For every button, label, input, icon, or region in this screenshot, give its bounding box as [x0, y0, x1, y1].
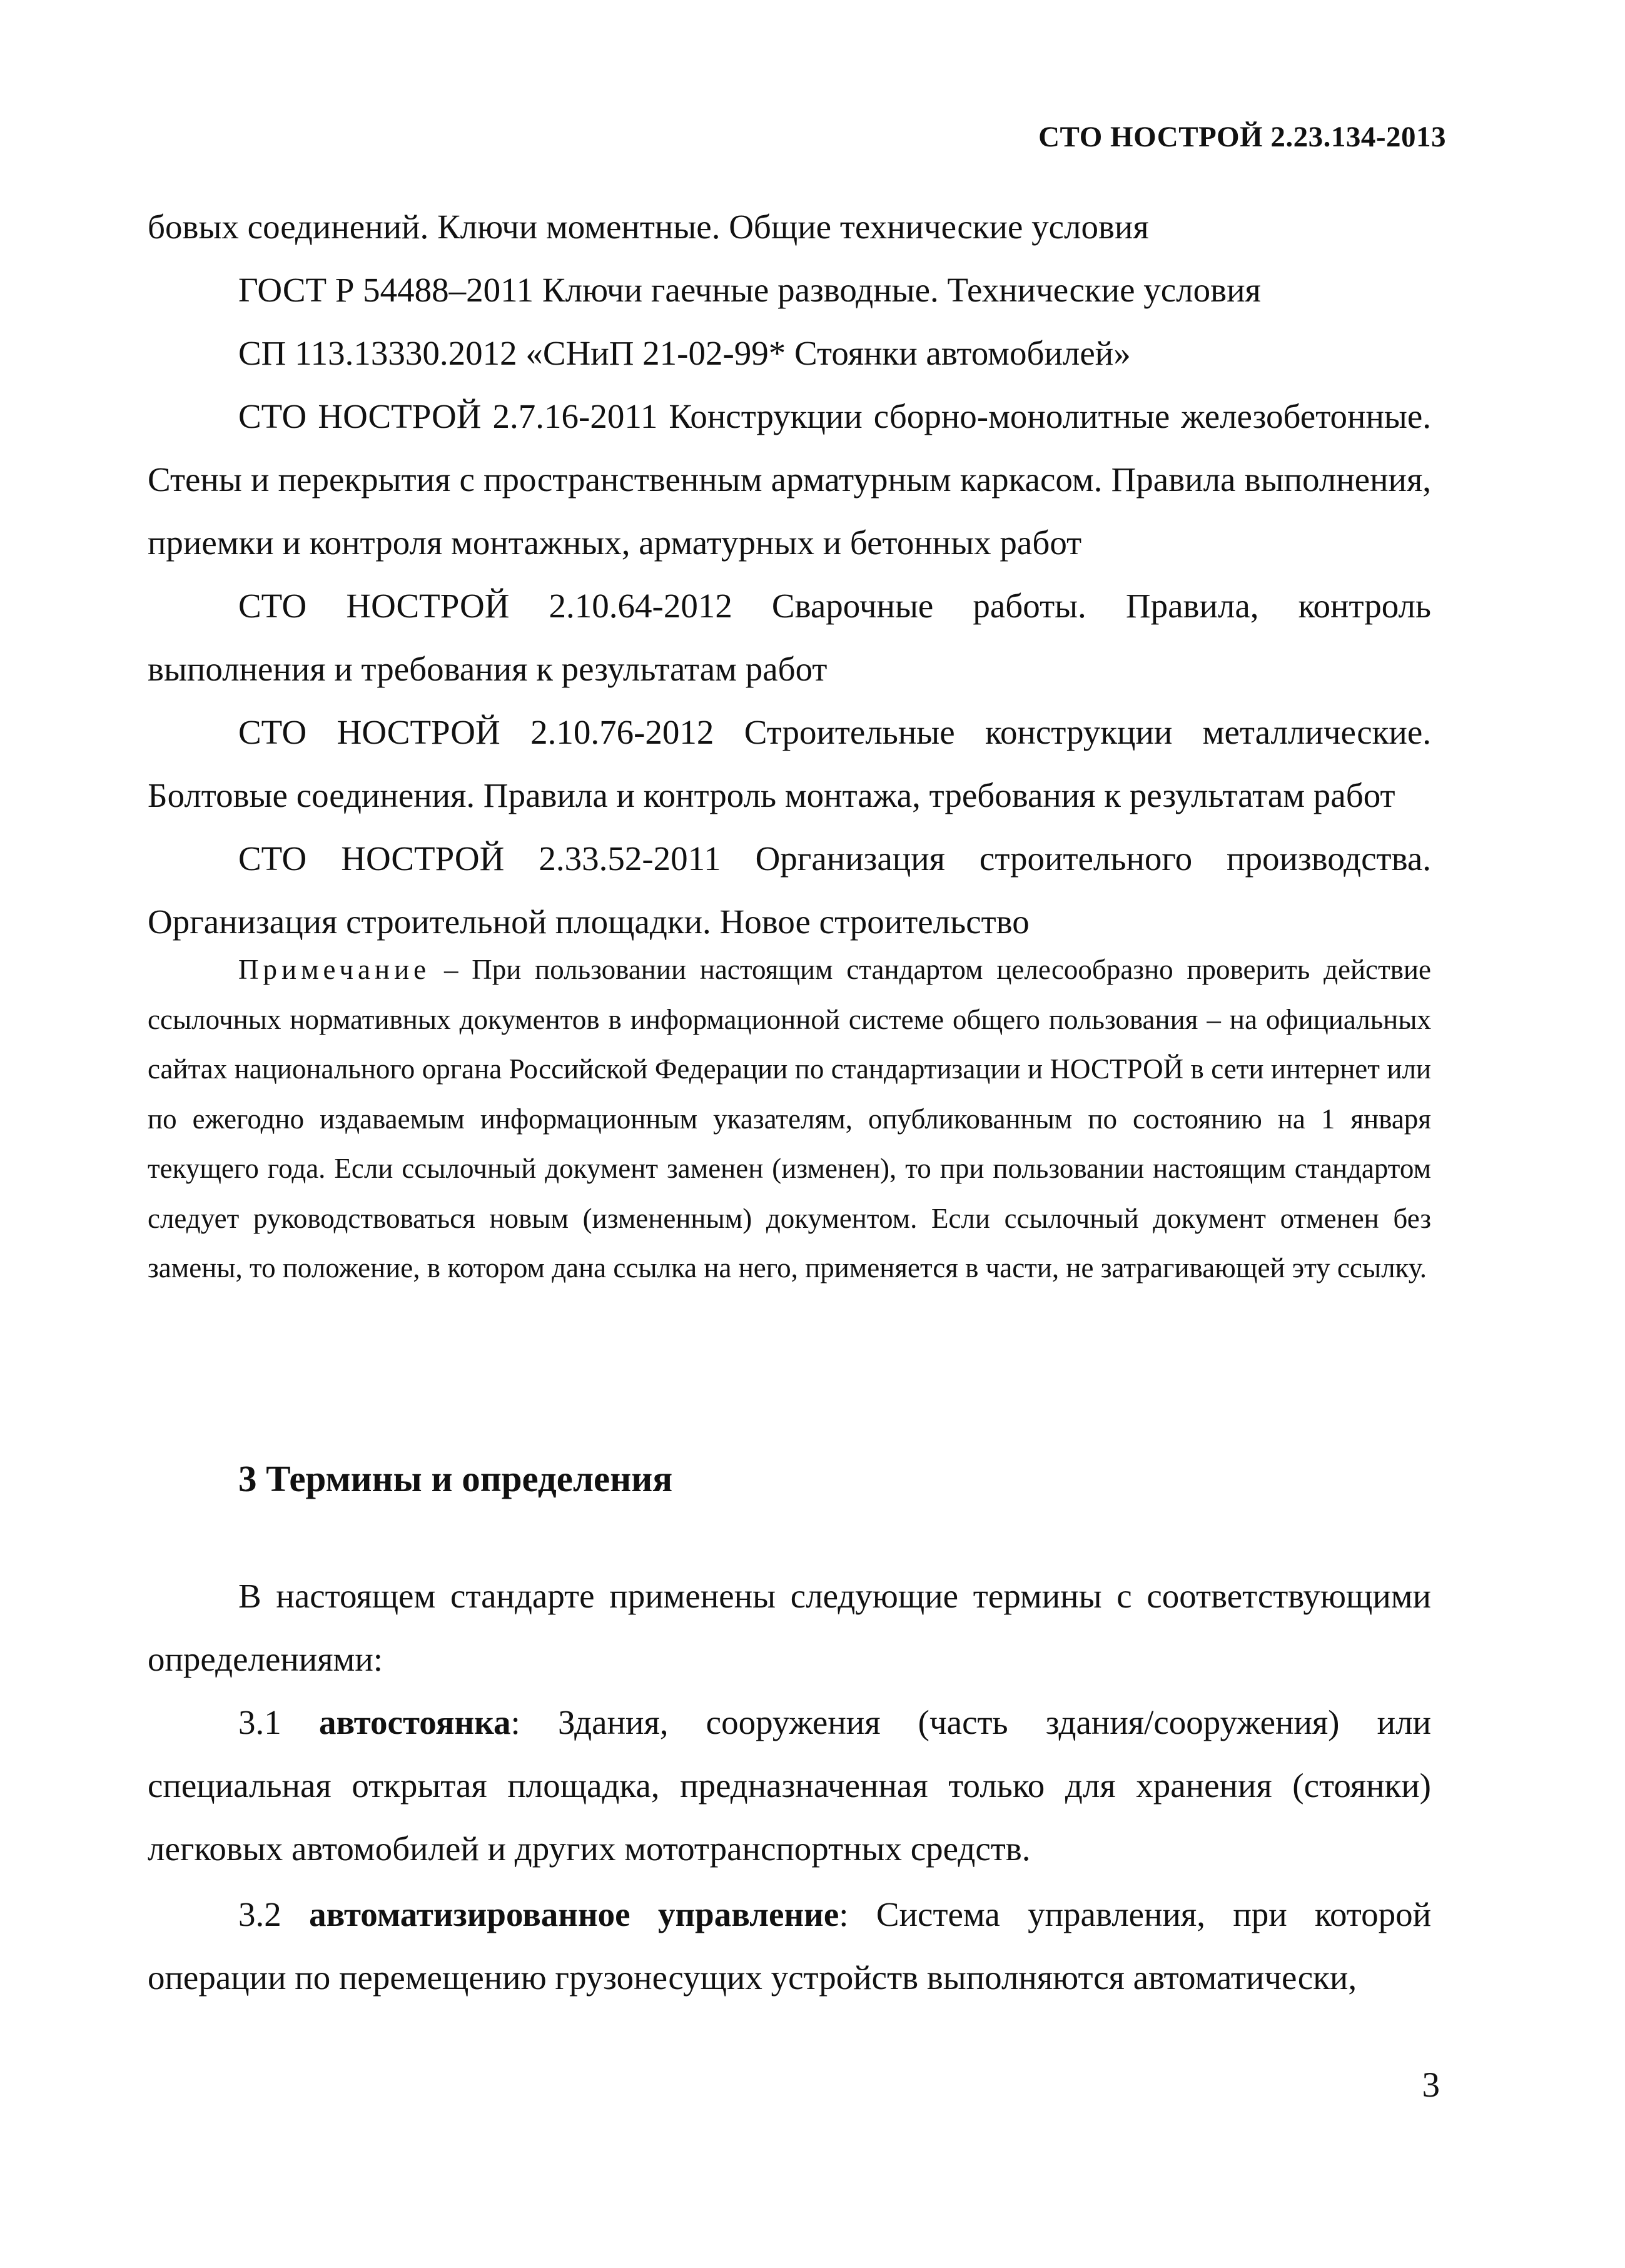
term-title: автоматизированное управление: [309, 1895, 839, 1933]
reference-item: СТО НОСТРОЙ 2.7.16-2011 Конструкции сборно-монолитные железобетонные. Стены и перекрытия с пространственным арматурным каркасом. Правила выполнения, приемки и контроля монтажных, арматурных и бетонных работ: [148, 397, 1431, 562]
terms-list: [148, 1564, 1431, 2009]
term-entry: [148, 1883, 1431, 2009]
reference-item: СТО НОСТРОЙ 2.10.76-2012 Строительные конструкции металлические. Болтовые соединения. Правила и контроль монтажа, требования к результатам работ: [148, 713, 1431, 814]
note-text: – При пользовании настоящим стандартом целесообразно проверить действие ссылочных нормативных документов в информационной системе общего пользования – на официальных сайтах национального органа Российской Федерации по стандартизации и НОСТРОЙ в сети интернет или по ежегодно издаваемым информационным указателям, опубликованным по состоянию на 1 января текущего года. Если ссылочный документ заменен (изменен), то при пользовании настоящим стандартом следует руководствоваться новым (измененным) документом. Если ссылочный документ отменен без замены, то положение, в котором дана ссылка на него, применяется в части, не затрагивающей эту ссылку.: [148, 954, 1431, 1283]
note-paragraph: [148, 945, 1431, 1293]
note-label: Примечание: [238, 954, 431, 985]
section-heading: 3 Термины и определения: [238, 1458, 673, 1499]
term-entry: [148, 1691, 1431, 1880]
term-definition: : Система управления, при которой операции по перемещению грузонесущих устройств выполняются автоматически,: [148, 1895, 1432, 1997]
terms-intro: В настоящем стандарте применены следующие термины с соответствующими определениями:: [148, 1577, 1431, 1678]
term-number: 3.1: [238, 1703, 319, 1741]
reference-item: СТО НОСТРОЙ 2.33.52-2011 Организация строительного производства. Организация строительной площадки. Новое строительство: [148, 839, 1431, 941]
term-number: 3.2: [238, 1895, 310, 1933]
references-list: [148, 195, 1431, 953]
reference-item: СП 113.13330.2012 «СНиП 21-02-99* Стоянки автомобилей»: [238, 334, 1131, 372]
term-title: автостоянка: [318, 1703, 511, 1741]
reference-item: ГОСТ Р 54488–2011 Ключи гаечные разводные. Технические условия: [238, 271, 1261, 309]
page-header-doc-code: СТО НОСТРОЙ 2.23.134-2013: [1038, 121, 1446, 153]
term-definition: : Здания, сооружения (часть здания/сооружения) или специальная открытая площадка, предназначенная только для хранения (стоянки) легковых автомобилей и других мототранспортных средств.: [148, 1703, 1431, 1868]
reference-item: СТО НОСТРОЙ 2.10.64-2012 Сварочные работы. Правила, контроль выполнения и требования к результатам работ: [148, 587, 1431, 688]
reference-continuation: бовых соединений. Ключи моментные. Общие технические условия: [148, 208, 1149, 246]
page-number: 3: [1422, 2065, 1440, 2105]
